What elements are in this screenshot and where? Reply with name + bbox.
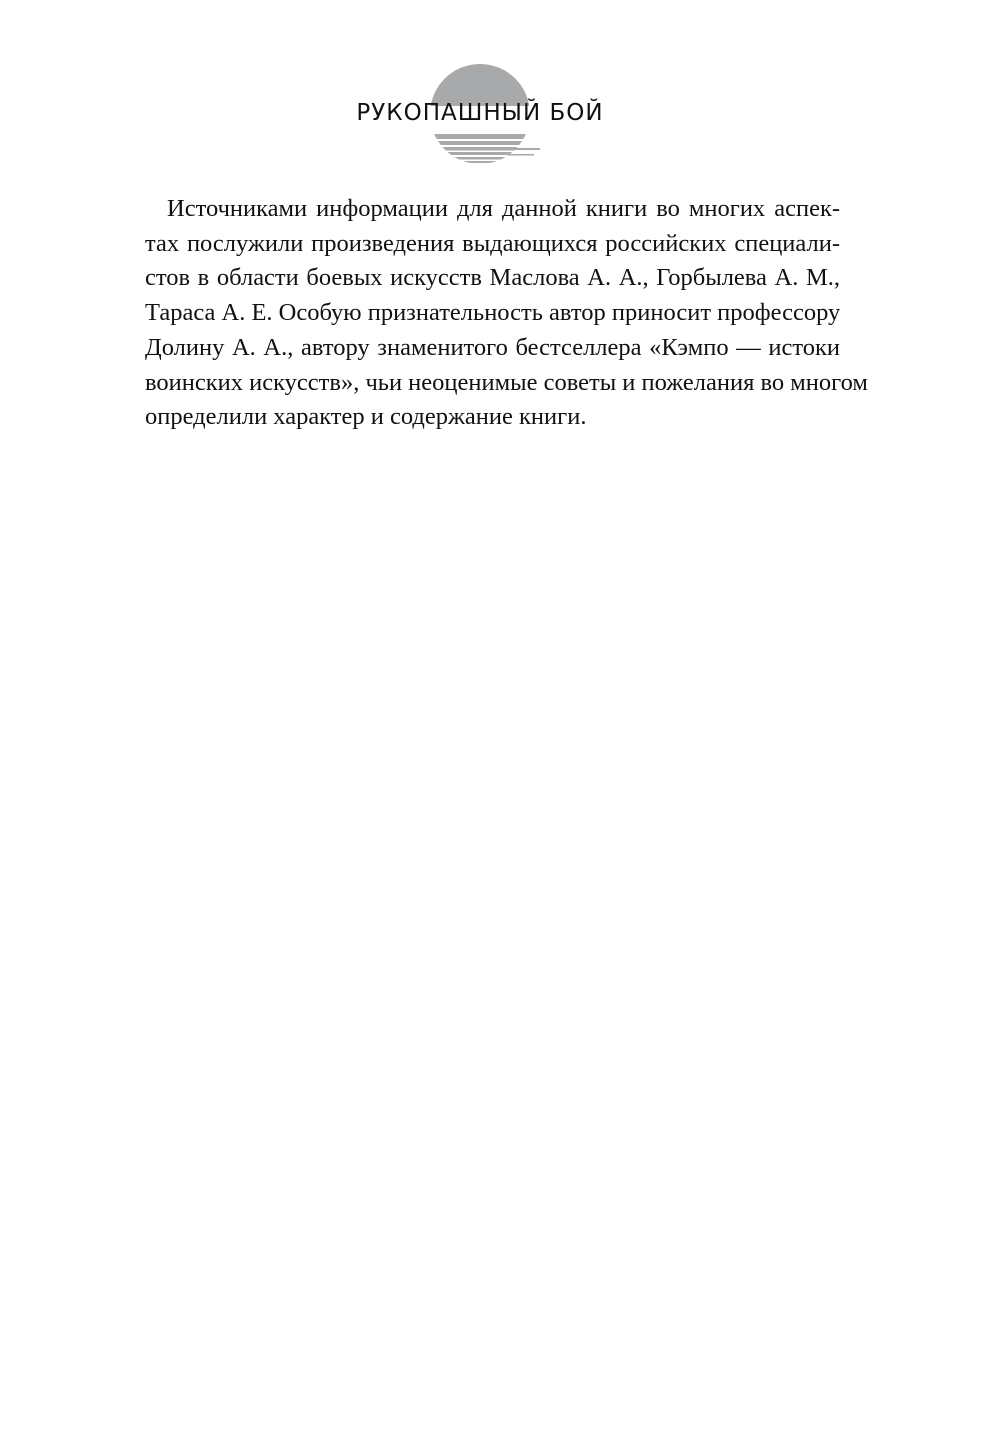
text-line: тах послужили произведения выдающихся российских специали-: [145, 229, 840, 257]
text-line: определили характер и содержание книги.: [145, 403, 587, 431]
body-paragraph: [145, 192, 868, 435]
header-title: РУКОПАШНЫЙ БОЙ: [356, 100, 604, 126]
text-line: Долину А. А., автору знаменитого бестселлера «Кэмпо — истоки: [145, 333, 840, 361]
running-header: [350, 62, 610, 172]
text-line: Тараса А. Е. Особую признательность автор приносит профессору: [145, 299, 841, 327]
text-line: стов в области боевых искусств Маслова А. А., Горбылева А. М.,: [145, 264, 840, 292]
text-line: Источниками информации для данной книги во многих аспек-: [167, 195, 840, 222]
text-line: воинских искусств», чьи неоценимые советы и пожелания во многом: [145, 368, 868, 396]
